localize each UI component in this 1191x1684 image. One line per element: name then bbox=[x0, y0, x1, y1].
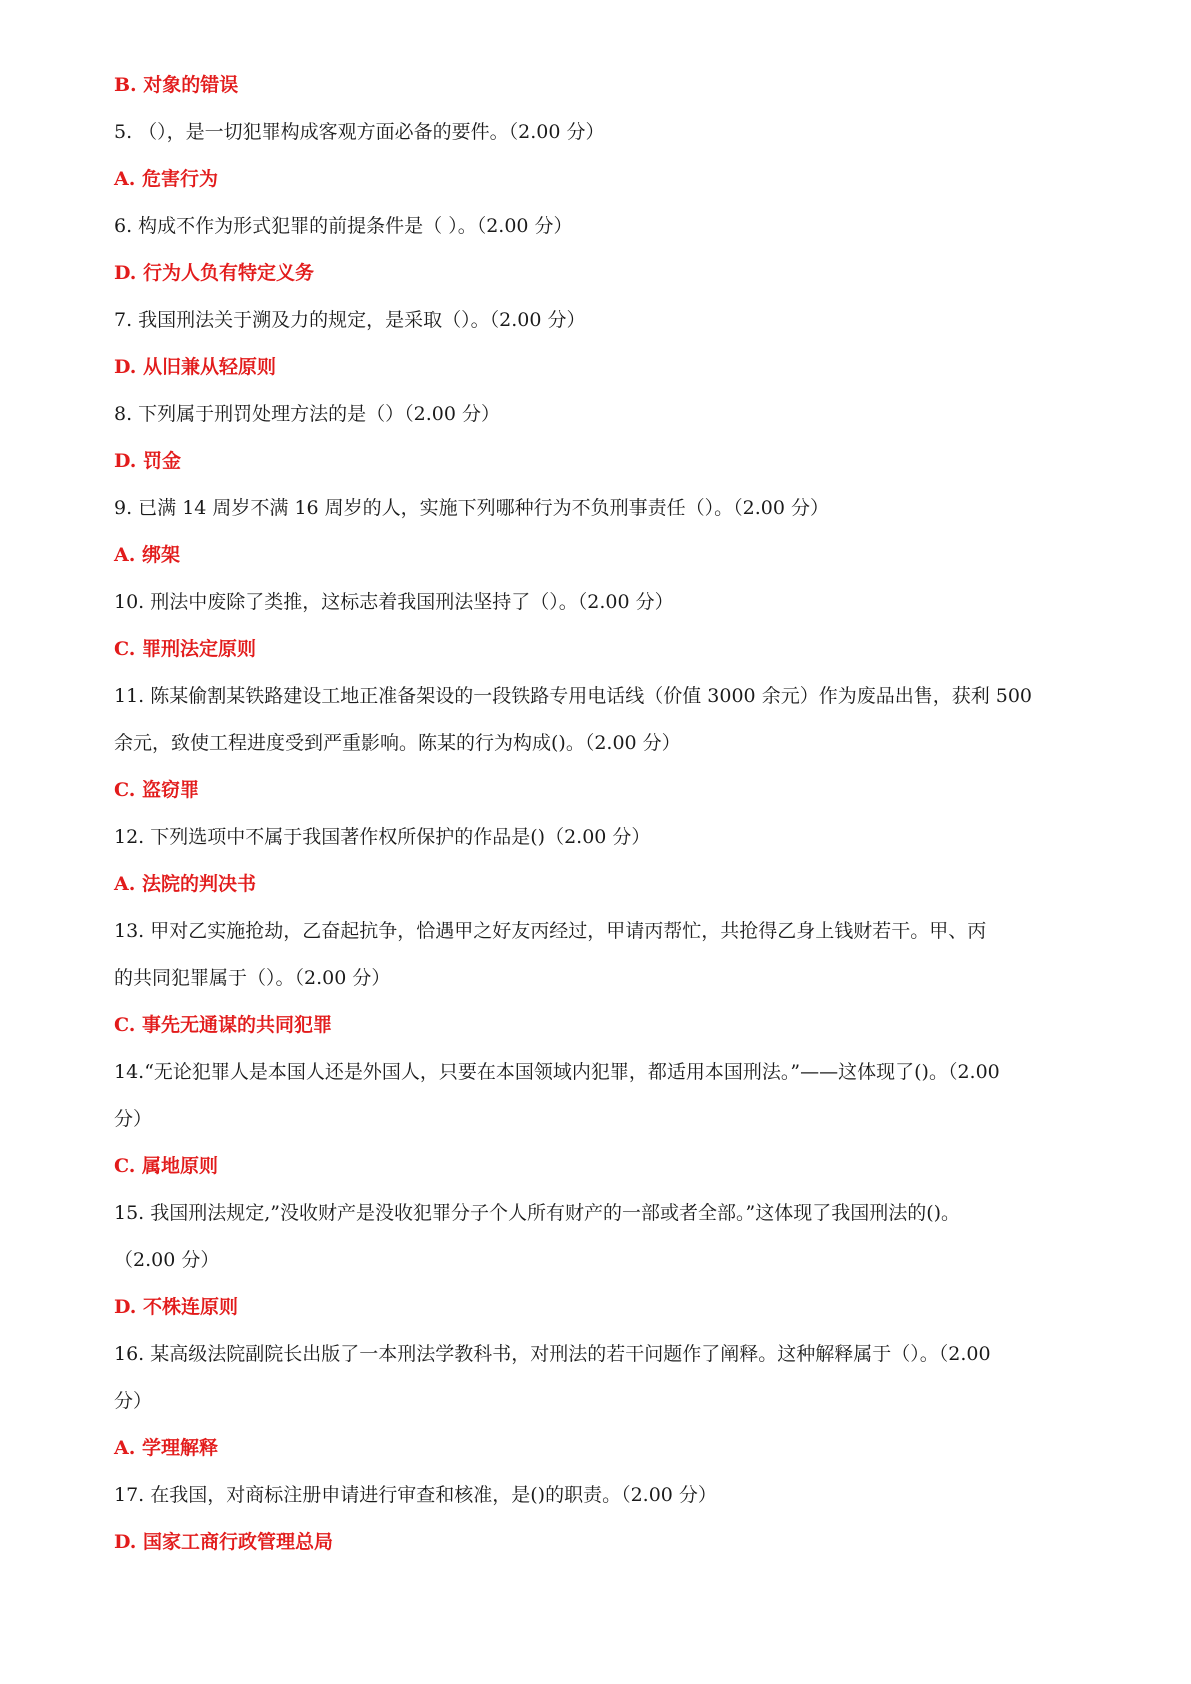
answer-line: D. 从旧兼从轻原则 bbox=[114, 356, 277, 378]
answer-line: A. 法院的判决书 bbox=[114, 873, 256, 895]
question-list bbox=[114, 62, 1089, 1566]
question-line: 余元，致使工程进度受到严重影响。陈某的行为构成()。（2.00 分） bbox=[114, 732, 681, 754]
question-line: 分） bbox=[114, 1390, 153, 1412]
answer-line: D. 不株连原则 bbox=[114, 1296, 239, 1318]
question-line: 的共同犯罪属于（）。（2.00 分） bbox=[114, 967, 391, 989]
answer-line: C. 事先无通谋的共同犯罪 bbox=[114, 1014, 333, 1036]
question-line: 15. 我国刑法规定,”没收财产是没收犯罪分子个人所有财产的一部或者全部。”这体现了我国刑法的()。 bbox=[114, 1202, 961, 1224]
question-line: 分） bbox=[114, 1108, 153, 1130]
answer-line: A. 绑架 bbox=[114, 544, 180, 566]
question-line: （2.00 分） bbox=[114, 1249, 220, 1271]
question-line: 13. 甲对乙实施抢劫，乙奋起抗争，恰遇甲之好友丙经过，甲请丙帮忙，共抢得乙身上钱财若干。甲、丙 bbox=[114, 920, 987, 942]
question-line: 7. 我国刑法关于溯及力的规定，是采取（）。（2.00 分） bbox=[114, 309, 586, 331]
question-line: 8. 下列属于刑罚处理方法的是（）（2.00 分） bbox=[114, 403, 501, 425]
question-line: 14.“无论犯罪人是本国人还是外国人，只要在本国领域内犯罪，都适用本国刑法。”——这体现了()。（2.00 bbox=[114, 1061, 1000, 1083]
question-line: 10. 刑法中废除了类推，这标志着我国刑法坚持了（）。（2.00 分） bbox=[114, 591, 674, 613]
question-line: 5. （），是一切犯罪构成客观方面必备的要件。（2.00 分） bbox=[114, 121, 605, 143]
answer-line: C. 罪刑法定原则 bbox=[114, 638, 257, 660]
question-line: 16. 某高级法院副院长出版了一本刑法学教科书，对刑法的若干问题作了阐释。这种解释属于（）。（2.00 bbox=[114, 1343, 991, 1365]
question-line: 6. 构成不作为形式犯罪的前提条件是（ ）。（2.00 分） bbox=[114, 215, 573, 237]
question-line: 12. 下列选项中不属于我国著作权所保护的作品是()（2.00 分） bbox=[114, 826, 651, 848]
answer-line: A. 危害行为 bbox=[114, 168, 218, 190]
answer-line: B. 对象的错误 bbox=[114, 74, 239, 96]
answer-line: C. 属地原则 bbox=[114, 1155, 219, 1177]
answer-line: D. 行为人负有特定义务 bbox=[114, 262, 315, 284]
answer-line: D. 国家工商行政管理总局 bbox=[114, 1531, 334, 1553]
answer-line: C. 盗窃罪 bbox=[114, 779, 200, 801]
answer-line: A. 学理解释 bbox=[114, 1437, 218, 1459]
question-line: 17. 在我国，对商标注册申请进行审查和核准，是()的职责。（2.00 分） bbox=[114, 1484, 717, 1506]
answer-line: D. 罚金 bbox=[114, 450, 182, 472]
question-line: 9. 已满 14 周岁不满 16 周岁的人，实施下列哪种行为不负刑事责任（）。（2.00 分） bbox=[114, 497, 830, 519]
question-line: 11. 陈某偷割某铁路建设工地正准备架设的一段铁路专用电话线（价值 3000 余元）作为废品出售，获利 500 bbox=[114, 685, 1032, 707]
